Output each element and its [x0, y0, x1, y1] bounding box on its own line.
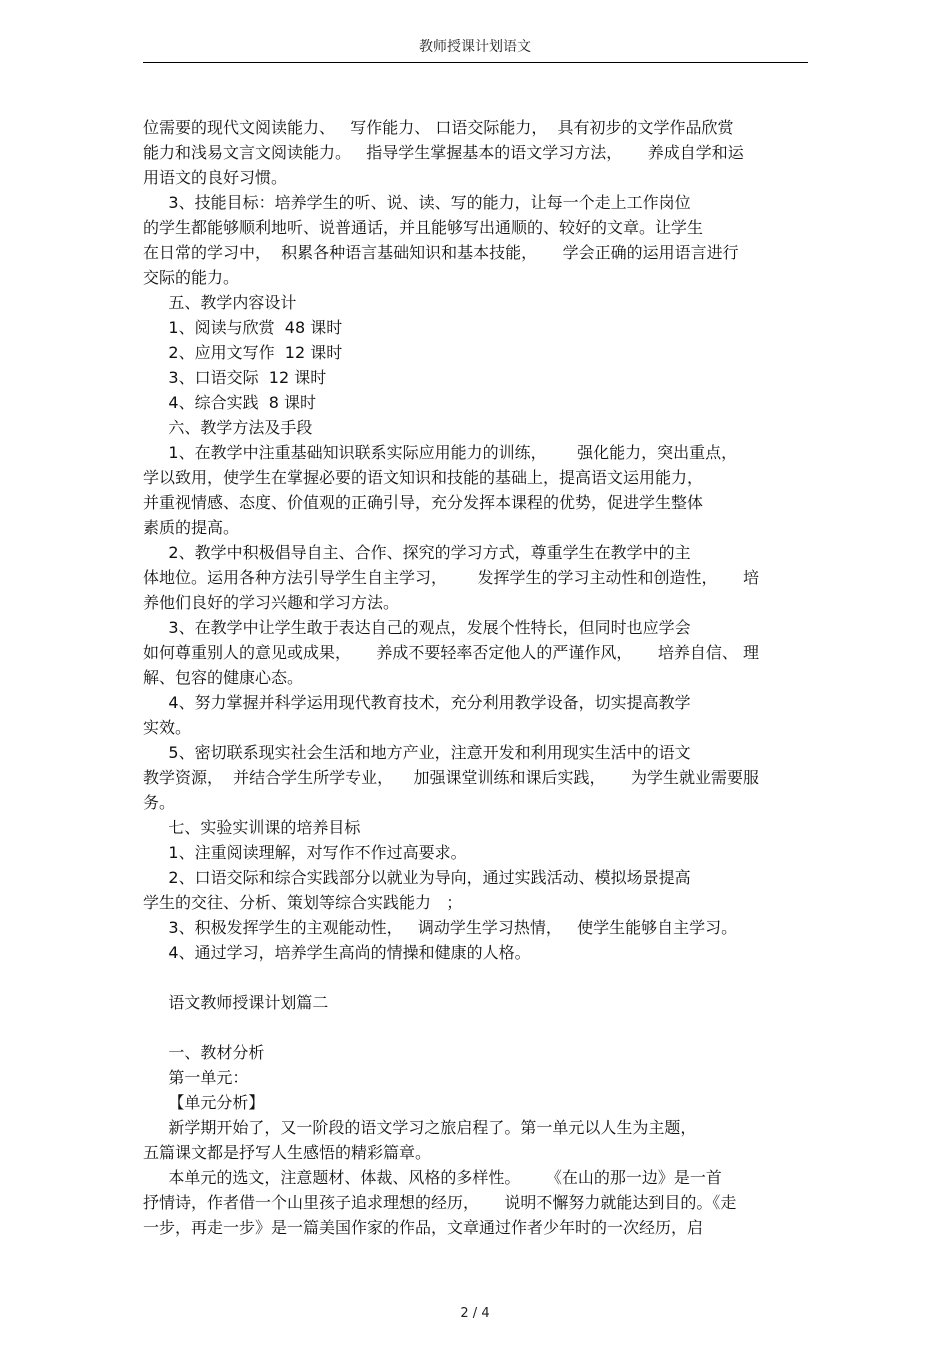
text-line: 抒情诗，作者借一个山里孩子追求理想的经历， 说明不懈努力就能达到目的。《走	[143, 1193, 737, 1212]
text-line: 3、口语交际 12 课时	[143, 368, 327, 387]
text-line: 教学资源， 并结合学生所学专业， 加强课堂训练和课后实践， 为学生就业需要服	[143, 768, 759, 787]
page-header-title: 教师授课计划语文	[419, 39, 531, 55]
text-line: 五篇课文都是抒写人生感悟的精彩篇章。	[143, 1143, 432, 1162]
text-line: 并重视情感、态度、价值观的正确引导，充分发挥本课程的优势，促进学生整体	[143, 493, 704, 512]
document-body	[143, 115, 808, 1240]
text-line: 第一单元：	[143, 1068, 249, 1087]
text-line: 4、努力掌握并科学运用现代教育技术，充分利用教学设备，切实提高教学	[143, 693, 691, 712]
text-line: 1、在教学中注重基础知识联系实际应用能力的训练， 强化能力，突出重点，	[143, 443, 738, 462]
text-line: 语文教师授课计划篇二	[143, 993, 329, 1012]
text-line: 【单元分析】	[143, 1093, 265, 1112]
text-line: 位需要的现代文阅读能力、 写作能力、 口语交际能力， 具有初步的文学作品欣赏	[143, 118, 734, 137]
text-line: 在日常的学习中， 积累各种语言基础知识和基本技能， 学会正确的运用语言进行	[143, 243, 739, 262]
text-line: 养他们良好的学习兴趣和学习方法。	[143, 593, 400, 612]
text-line: 一步，再走一步》是一篇美国作家的作品，文章通过作者少年时的一次经历，启	[143, 1218, 704, 1237]
text-line: 六、教学方法及手段	[143, 418, 313, 437]
text-line: 能力和浅易文言文阅读能力。 指导学生掌握基本的语文学习方法， 养成自学和运	[143, 143, 744, 162]
text-line: 实效。	[143, 718, 192, 737]
text-line: 1、阅读与欣赏 48 课时	[143, 318, 343, 337]
text-line: 五、教学内容设计	[143, 293, 297, 312]
text-line	[143, 965, 808, 990]
text-line: 1、注重阅读理解，对写作不作过高要求。	[143, 843, 467, 862]
text-line: 学以致用，使学生在掌握必要的语文知识和技能的基础上，提高语文运用能力，	[143, 468, 704, 487]
text-line: 学生的交往、分析、策划等综合实践能力 ；	[143, 893, 463, 912]
header-divider	[143, 62, 808, 63]
text-line: 3、技能目标：培养学生的听、说、读、写的能力，让每一个走上工作岗位	[143, 193, 691, 212]
text-line: 的学生都能够顺利地听、说普通话，并且能够写出通顺的、较好的文章。让学生	[143, 218, 704, 237]
text-line: 5、密切联系现实社会生活和地方产业，注意开发和利用现实生活中的语文	[143, 743, 691, 762]
text-line: 素质的提高。	[143, 518, 240, 537]
text-line	[143, 1015, 808, 1040]
text-line: 3、在教学中让学生敢于表达自己的观点，发展个性特长，但同时也应学会	[143, 618, 691, 637]
text-line: 如何尊重别人的意见或成果， 养成不要轻率否定他人的严谨作风， 培养自信、 理	[143, 643, 759, 662]
text-line: 体地位。运用各种方法引导学生自主学习， 发挥学生的学习主动性和创造性， 培	[143, 568, 759, 587]
text-line: 2、应用文写作 12 课时	[143, 343, 343, 362]
text-line: 解、包容的健康心态。	[143, 668, 304, 687]
text-line: 2、口语交际和综合实践部分以就业为导向，通过实践活动、模拟场景提高	[143, 868, 691, 887]
text-line: 本单元的选文，注意题材、体裁、风格的多样性。 《在山的那一边》是一首	[143, 1168, 722, 1187]
page-number: 2 / 4	[460, 1306, 490, 1321]
text-line: 一、教材分析	[143, 1043, 265, 1062]
text-line: 用语文的良好习惯。	[143, 168, 288, 187]
text-line: 新学期开始了，又一阶段的语文学习之旅启程了。第一单元以人生为主题，	[143, 1118, 697, 1137]
text-line: 4、通过学习，培养学生高尚的情操和健康的人格。	[143, 943, 531, 962]
text-line: 交际的能力。	[143, 268, 240, 287]
text-line: 务。	[143, 793, 176, 812]
text-line: 七、实验实训课的培养目标	[143, 818, 361, 837]
text-line: 4、综合实践 8 课时	[143, 393, 317, 412]
text-line: 2、教学中积极倡导自主、合作、探究的学习方式，尊重学生在教学中的主	[143, 543, 691, 562]
text-line: 3、积极发挥学生的主观能动性， 调动学生学习热情， 使学生能够自主学习。	[143, 918, 738, 937]
